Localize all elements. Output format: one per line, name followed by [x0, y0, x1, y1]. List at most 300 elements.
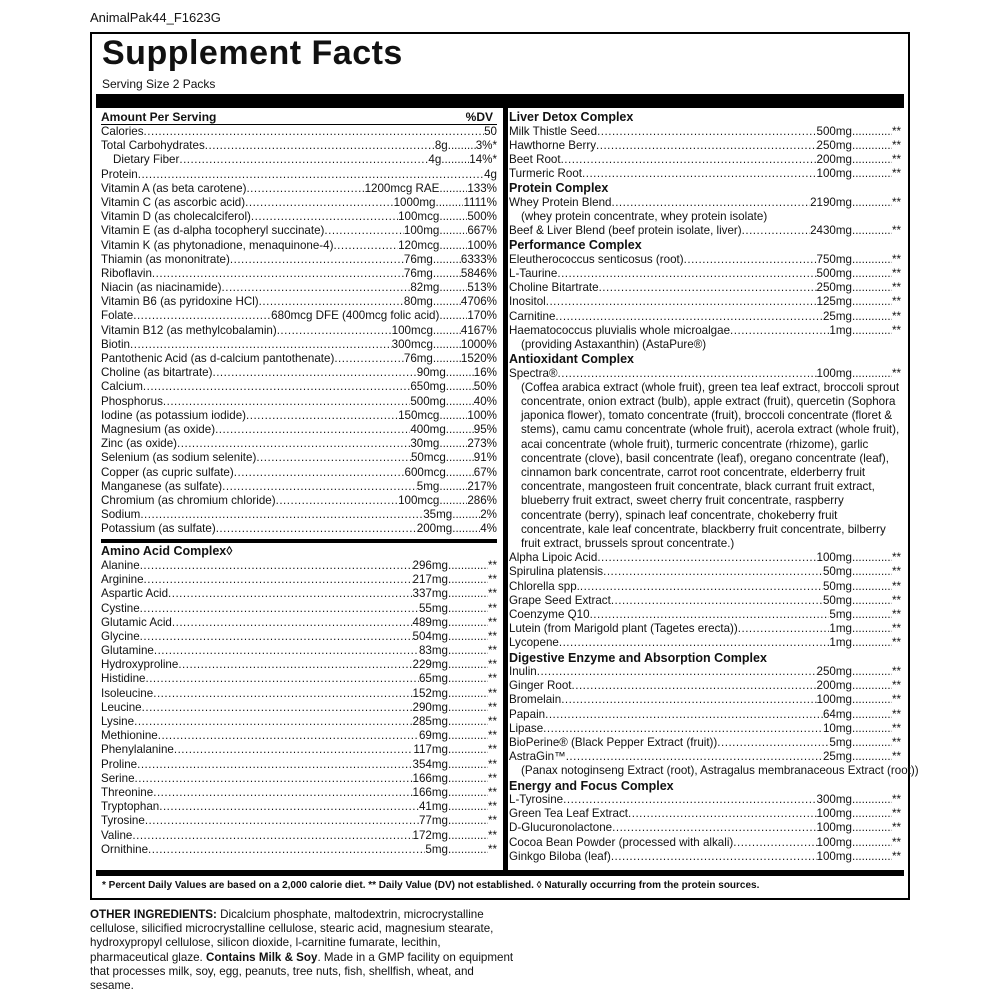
nutrient-amount: 2430mg — [810, 224, 852, 238]
nutrient-row — [101, 253, 497, 267]
nutrient-amount: 64mg — [822, 707, 852, 721]
dv-leader-dots — [852, 551, 892, 565]
nutrient-amount: 100mg — [403, 224, 440, 238]
nutrient-row — [101, 800, 497, 814]
nutrient-dv: ** — [891, 665, 901, 679]
leader-dots — [612, 821, 816, 835]
nutrient-amount: 100mg — [816, 693, 852, 707]
nutrient-name: Vitamin D (as cholecalciferol) — [101, 210, 251, 224]
nutrient-dv: 6333% — [460, 252, 497, 266]
nutrient-dv: ** — [891, 835, 901, 849]
nutrient-amount: 50 — [484, 125, 497, 138]
nutrient-dv: ** — [487, 785, 497, 799]
nutrient-amount: 166mg — [412, 771, 448, 785]
leader-dots — [333, 239, 398, 253]
nutrient-dv: 133% — [467, 181, 497, 195]
nutrient-dv: ** — [891, 807, 901, 821]
nutrient-row — [509, 665, 901, 679]
leader-dots — [596, 139, 817, 153]
leader-dots — [561, 693, 816, 707]
dv-leader-dots — [433, 253, 461, 267]
nutrient-dv: ** — [891, 366, 901, 380]
nutrient-row — [101, 380, 497, 394]
nutrient-name: Vitamin K (as phytonadione, menaquinone-4) — [101, 238, 334, 252]
nutrient-row — [509, 551, 901, 565]
nutrient-row — [509, 693, 901, 707]
nutrient-dv: 100% — [467, 238, 497, 252]
nutrient-row — [101, 451, 497, 465]
antioxidant-title: Antioxidant Complex — [509, 352, 635, 367]
nutrient-row — [101, 602, 497, 616]
nutrient-row — [509, 736, 901, 750]
nutrient-dv: 50% — [473, 380, 497, 394]
nutrient-amount: 1200mcg RAE — [364, 181, 440, 195]
nutrient-dv: 40% — [473, 394, 497, 408]
amino-acid-title: Amino Acid Complex◊ — [101, 544, 233, 559]
liver-detox-list — [509, 125, 901, 182]
nutrient-dv: ** — [891, 736, 901, 749]
dv-leader-dots — [439, 239, 467, 253]
nutrient-amount: 600mcg — [404, 465, 446, 479]
nutrient-row — [101, 196, 497, 210]
nutrient-name: Alanine — [101, 558, 140, 572]
nutrient-amount: 489mg — [412, 615, 448, 629]
nutrient-dv: ** — [487, 615, 497, 629]
nutrient-name: Aspartic Acid — [101, 587, 169, 601]
leader-dots — [148, 843, 425, 857]
dv-leader-dots — [852, 594, 892, 608]
nutrient-amount: 750mg — [816, 252, 852, 266]
performance-list — [509, 253, 901, 338]
nutrient-dv: ** — [487, 686, 497, 700]
nutrient-name: Tryptophan — [101, 800, 160, 814]
leader-dots — [566, 750, 823, 764]
nutrient-name: Glutamic Acid — [101, 615, 172, 629]
dv-leader-dots — [439, 224, 467, 238]
nutrient-row — [509, 295, 901, 309]
leader-dots — [717, 736, 829, 750]
whey-protein-sub: (whey protein concentrate, whey protein isolate) — [521, 209, 768, 223]
performance-title: Performance Complex — [509, 238, 642, 253]
nutrient-dv: ** — [487, 757, 497, 771]
column-divider — [503, 108, 508, 872]
dv-leader-dots — [852, 636, 892, 650]
dv-leader-dots — [435, 196, 463, 210]
beef-liver-row — [509, 224, 901, 238]
leader-dots — [561, 153, 817, 167]
dv-leader-dots — [446, 380, 474, 394]
nutrient-dv: ** — [891, 124, 901, 138]
nutrient-dv: 1000% — [460, 337, 497, 351]
dv-leader-dots — [448, 743, 488, 757]
nutrient-dv: 1111% — [463, 195, 497, 209]
nutrient-name: Valine — [101, 828, 133, 842]
nutrient-row — [101, 168, 497, 182]
section-rule — [101, 539, 497, 543]
nutrient-row — [509, 580, 901, 594]
nutrient-name: Lipase — [509, 721, 544, 735]
nutrient-amount: 400mg — [410, 422, 446, 436]
leader-dots — [558, 367, 817, 381]
nutrient-name: Ginkgo Biloba (leaf) — [509, 849, 611, 863]
nutrient-amount: 5mg — [829, 608, 852, 621]
leader-dots — [546, 295, 817, 309]
leader-dots — [611, 594, 823, 608]
dv-leader-dots — [452, 508, 480, 522]
supplement-facts-panel — [90, 32, 919, 900]
dv-leader-dots — [439, 409, 467, 423]
dv-leader-dots — [446, 366, 474, 380]
leader-dots — [145, 672, 418, 686]
dv-leader-dots — [852, 679, 892, 693]
nutrient-amount: 90mg — [416, 366, 446, 380]
liver-detox-title: Liver Detox Complex — [509, 110, 634, 124]
nutrient-row — [509, 324, 901, 338]
nutrient-amount: 100mg — [816, 551, 852, 565]
leader-dots — [599, 281, 817, 295]
nutrient-dv: ** — [891, 309, 901, 323]
dv-leader-dots — [448, 758, 488, 772]
nutrient-amount: 166mg — [412, 785, 448, 799]
nutrient-row — [509, 125, 901, 139]
nutrient-amount: 69mg — [418, 729, 448, 743]
right-column — [509, 110, 919, 870]
nutrient-amount: 100mg — [816, 167, 852, 181]
dv-leader-dots — [852, 295, 892, 309]
amino-acid-list — [101, 559, 497, 857]
dv-leader-dots — [448, 559, 488, 573]
nutrient-amount: 150mcg — [398, 408, 440, 422]
dv-leader-dots — [852, 281, 892, 295]
nutrient-row — [101, 829, 497, 843]
nutrient-name: Pantothenic Acid (as d-calcium pantothenate) — [101, 352, 335, 365]
left-column — [101, 110, 497, 870]
nutrient-dv: ** — [487, 658, 497, 672]
leader-dots — [730, 324, 829, 338]
nutrient-amount: 25mg — [822, 309, 852, 323]
nutrient-dv: ** — [891, 821, 901, 835]
leader-dots — [597, 125, 816, 139]
leader-dots — [134, 715, 412, 729]
dv-label: %DV — [465, 110, 493, 124]
nutrient-row — [509, 565, 901, 579]
nutrient-name: Green Tea Leaf Extract — [509, 807, 629, 821]
nutrient-amount: 35mg — [423, 508, 453, 522]
nutrient-row — [509, 608, 901, 622]
nutrient-dv: ** — [891, 849, 901, 863]
nutrient-amount: 83mg — [418, 644, 448, 658]
nutrient-row — [101, 309, 497, 323]
nutrient-amount: 200mg — [816, 679, 852, 693]
leader-dots — [590, 608, 830, 622]
nutrient-dv: ** — [487, 771, 497, 785]
nutrient-name: Chromium (as chromium chloride) — [101, 493, 276, 507]
dv-leader-dots — [433, 267, 461, 281]
leader-dots — [140, 508, 423, 522]
nutrient-name: Magnesium (as oxide) — [101, 422, 216, 436]
nutrient-row — [101, 338, 497, 352]
nutrient-dv: ** — [891, 721, 901, 735]
leader-dots — [222, 480, 417, 494]
nutrient-name: Protein — [101, 167, 138, 181]
nutrient-name: Isoleucine — [101, 686, 154, 700]
dv-leader-dots — [433, 352, 461, 366]
spectra-description: (Coffea arabica extract (whole fruit), green tea leaf extract, broccoli sprout concentrate, onion extract (bulb), apple extract (fruit), quercetin (Sophora japonica flower), tomato concentrate (fruit), broccoli concentrate (floret & stems), camu camu concentrate (whole fruit), acerola extract (whole fruit), acai concentrate (whole fruit), turmeric concentrate (rhizome), garlic concentrate (clove), basil concentrate (leaf), oregano concentrate (leaf), cinnamon bark concentrate, carrot root concentrate, elderberry fruit concentrate, mangosteen fruit concentrate, black currant fruit extract, blueberry fruit extract, sweet cherry fruit concentrate, raspberry concentrate (berry), spinach leaf concentrate, chokeberry fruit concentrate, kale leaf concentrate, blackberry fruit concentrate, bilberry fruit extract, brussels sprout concentrate.) — [521, 380, 900, 551]
nutrient-row — [101, 715, 497, 729]
nutrient-row — [101, 437, 497, 451]
leader-dots — [168, 587, 413, 601]
nutrient-dv: ** — [891, 281, 901, 295]
nutrient-amount: 200mg — [816, 152, 852, 166]
nutrient-amount: 41mg — [418, 800, 448, 814]
header-rule — [96, 94, 904, 108]
dv-leader-dots — [446, 451, 474, 465]
leader-dots — [145, 814, 419, 828]
nutrient-amount: 55mg — [418, 601, 448, 615]
nutrient-row — [101, 587, 497, 601]
nutrient-amount: 650mg — [410, 380, 446, 394]
nutrient-name: Arginine — [101, 573, 144, 587]
nutrient-amount: 250mg — [816, 665, 852, 679]
nutrient-name: Glycine — [101, 629, 140, 643]
nutrient-dv: 286% — [467, 493, 497, 507]
nutrient-amount: 8g — [434, 139, 448, 153]
nutrient-dv: 513% — [467, 281, 497, 295]
nutrient-row — [101, 843, 497, 857]
leader-dots — [246, 409, 398, 423]
nutrient-amount: 100mcg — [391, 323, 433, 337]
leader-dots — [230, 253, 404, 267]
leader-dots — [144, 125, 485, 139]
nutrient-name: Tyrosine — [101, 814, 145, 828]
nutrient-amount: 10mg — [822, 721, 852, 735]
nutrient-row — [509, 253, 901, 267]
nutrient-amount: 77mg — [418, 814, 448, 828]
nutrient-dv: 500% — [467, 210, 497, 224]
nutrient-name: Histidine — [101, 672, 146, 686]
leader-dots — [256, 451, 411, 465]
nutrient-dv: ** — [891, 167, 901, 181]
dv-leader-dots — [439, 480, 467, 494]
leader-dots — [555, 310, 823, 324]
nutrient-amount: 337mg — [412, 587, 448, 601]
nutrient-name: Copper (as cupric sulfate) — [101, 465, 234, 479]
nutrient-dv: ** — [891, 551, 901, 565]
dv-leader-dots — [446, 395, 474, 409]
leader-dots — [603, 565, 823, 579]
dv-leader-dots — [448, 687, 488, 701]
nutrient-name: Choline Bitartrate — [509, 281, 599, 295]
dv-leader-dots — [852, 139, 892, 153]
nutrient-row — [509, 310, 901, 324]
whey-protein-row — [509, 196, 901, 210]
nutrient-name: Iodine (as potassium iodide) — [101, 408, 247, 422]
nutrient-row — [509, 196, 901, 210]
nutrient-name: Alpha Lipoic Acid — [509, 551, 598, 565]
nutrient-amount: 25mg — [822, 750, 852, 764]
nutrient-row — [101, 573, 497, 587]
nutrient-amount: 4g — [428, 153, 442, 167]
digestive-title: Digestive Enzyme and Absorption Complex — [509, 650, 767, 665]
leader-dots — [543, 722, 823, 736]
document-filename: AnimalPak44_F1623G — [90, 10, 221, 25]
nutrient-name: Bromelain — [509, 693, 562, 707]
dv-leader-dots — [852, 580, 892, 594]
nutrient-row — [509, 367, 901, 381]
nutrient-list — [101, 125, 497, 536]
nutrient-amount: 100mcg — [398, 210, 440, 224]
nutrient-amount: 500mg — [410, 394, 446, 408]
leader-dots — [172, 616, 413, 630]
nutrient-dv: ** — [487, 800, 497, 814]
protein-complex-title: Protein Complex — [509, 181, 609, 196]
leader-dots — [143, 380, 410, 394]
nutrient-row — [101, 814, 497, 828]
nutrient-row — [101, 772, 497, 786]
nutrient-dv: 3%* — [475, 139, 497, 153]
dv-leader-dots — [448, 616, 488, 630]
nutrient-dv: ** — [487, 672, 497, 686]
nutrient-row — [509, 836, 901, 850]
leader-dots — [234, 466, 405, 480]
nutrient-dv: ** — [487, 601, 497, 615]
nutrient-name: Whey Protein Blend — [509, 195, 612, 209]
dv-leader-dots — [852, 793, 892, 807]
nutrient-name: Vitamin B12 (as methylcobalamin) — [101, 323, 277, 337]
leader-dots — [130, 338, 392, 352]
nutrient-row — [101, 466, 497, 480]
nutrient-dv: ** — [891, 224, 901, 238]
leader-dots — [140, 630, 413, 644]
nutrient-amount: 4g — [484, 167, 497, 181]
nutrient-row — [101, 153, 497, 167]
dv-leader-dots — [448, 701, 488, 715]
nutrient-name: Haematococcus pluvialis whole microalgae — [509, 323, 731, 337]
nutrient-row — [101, 423, 497, 437]
dv-leader-dots — [852, 267, 892, 281]
nutrient-name: Inositol — [509, 295, 546, 309]
nutrient-row — [509, 153, 901, 167]
leader-dots — [205, 139, 435, 153]
nutrient-amount: 5mg — [829, 736, 852, 749]
nutrient-row — [509, 750, 901, 764]
nutrient-name: Sodium — [101, 508, 141, 522]
nutrient-dv: 95% — [473, 422, 497, 436]
nutrient-row — [101, 672, 497, 686]
nutrient-name: Proline — [101, 757, 138, 771]
nutrient-amount: 152mg — [412, 686, 448, 700]
energy-list — [509, 793, 901, 864]
dv-leader-dots — [439, 281, 467, 295]
nutrient-dv: 217% — [467, 479, 497, 493]
dv-leader-dots — [852, 253, 892, 267]
spectra-row — [509, 367, 901, 381]
nutrient-amount: 50mg — [822, 593, 852, 607]
nutrient-name: Selenium (as sodium selenite) — [101, 451, 257, 465]
leader-dots — [733, 836, 816, 850]
nutrient-amount: 30mg — [410, 437, 440, 451]
nutrient-row — [101, 658, 497, 672]
nutrient-dv: ** — [487, 814, 497, 828]
leader-dots — [153, 687, 412, 701]
nutrient-dv: ** — [487, 700, 497, 714]
nutrient-row — [509, 281, 901, 295]
nutrient-dv: ** — [891, 295, 901, 309]
nutrient-name: L-Taurine — [509, 267, 558, 280]
nutrient-name: Dietary Fiber — [113, 153, 180, 167]
leader-dots — [140, 602, 419, 616]
nutrient-row — [509, 167, 901, 181]
nutrient-name: Threonine — [101, 785, 154, 799]
nutrient-name: AstraGin™ — [509, 750, 566, 764]
dv-leader-dots — [448, 573, 488, 587]
nutrient-dv: 667% — [467, 224, 497, 238]
nutrient-dv: ** — [487, 729, 497, 743]
nutrient-name: Folate — [101, 309, 134, 323]
nutrient-name: Cystine — [101, 601, 140, 615]
dv-leader-dots — [852, 736, 892, 750]
dv-leader-dots — [439, 309, 467, 323]
leader-dots — [537, 665, 817, 679]
nutrient-name: Beet Root — [509, 152, 561, 166]
nutrient-row — [101, 395, 497, 409]
nutrient-amount: 172mg — [412, 828, 448, 842]
nutrient-name: Phosphorus — [101, 394, 163, 408]
dv-leader-dots — [852, 224, 892, 238]
nutrient-amount: 65mg — [418, 672, 448, 686]
nutrient-amount: 50mg — [822, 565, 852, 579]
nutrient-dv: ** — [891, 152, 901, 166]
leader-dots — [212, 366, 416, 380]
dv-leader-dots — [439, 210, 467, 224]
leader-dots — [138, 168, 484, 182]
nutrient-name: Grape Seed Extract — [509, 593, 611, 607]
leader-dots — [324, 224, 403, 238]
dv-leader-dots — [852, 324, 892, 338]
nutrient-row — [101, 786, 497, 800]
dv-leader-dots — [852, 622, 892, 636]
nutrient-amount: 250mg — [816, 138, 852, 152]
leader-dots — [251, 210, 398, 224]
nutrient-row — [101, 267, 497, 281]
nutrient-dv: ** — [891, 579, 901, 593]
nutrient-name: Spirulina platensis — [509, 565, 604, 579]
nutrient-amount: 117mg — [413, 743, 448, 757]
nutrient-dv: ** — [487, 573, 497, 587]
nutrient-amount: 2190mg — [810, 195, 852, 209]
dv-leader-dots — [446, 466, 474, 480]
leader-dots — [178, 658, 412, 672]
nutrient-row — [509, 679, 901, 693]
dv-leader-dots — [852, 153, 892, 167]
nutrient-row — [509, 850, 901, 864]
dv-leader-dots — [852, 310, 892, 324]
footnote: * Percent Daily Values are based on a 2,000 calorie diet. ** Daily Value (DV) not established. ◊ Naturally occurring from the protein sources. — [102, 880, 760, 891]
nutrient-amount: 285mg — [412, 715, 448, 728]
dv-leader-dots — [448, 658, 488, 672]
dv-leader-dots — [852, 167, 892, 181]
other-ingredients-label: OTHER INGREDIENTS: — [90, 908, 217, 921]
nutrient-name: Inulin — [509, 665, 537, 679]
dv-leader-dots — [852, 750, 892, 764]
leader-dots — [611, 850, 817, 864]
dv-leader-dots — [852, 807, 892, 821]
nutrient-name: Choline (as bitartrate) — [101, 366, 213, 380]
nutrient-name: Coenzyme Q10 — [509, 608, 590, 621]
nutrient-row — [101, 239, 497, 253]
nutrient-name: Vitamin B6 (as pyridoxine HCl) — [101, 295, 259, 309]
nutrient-dv: 67% — [473, 465, 497, 479]
